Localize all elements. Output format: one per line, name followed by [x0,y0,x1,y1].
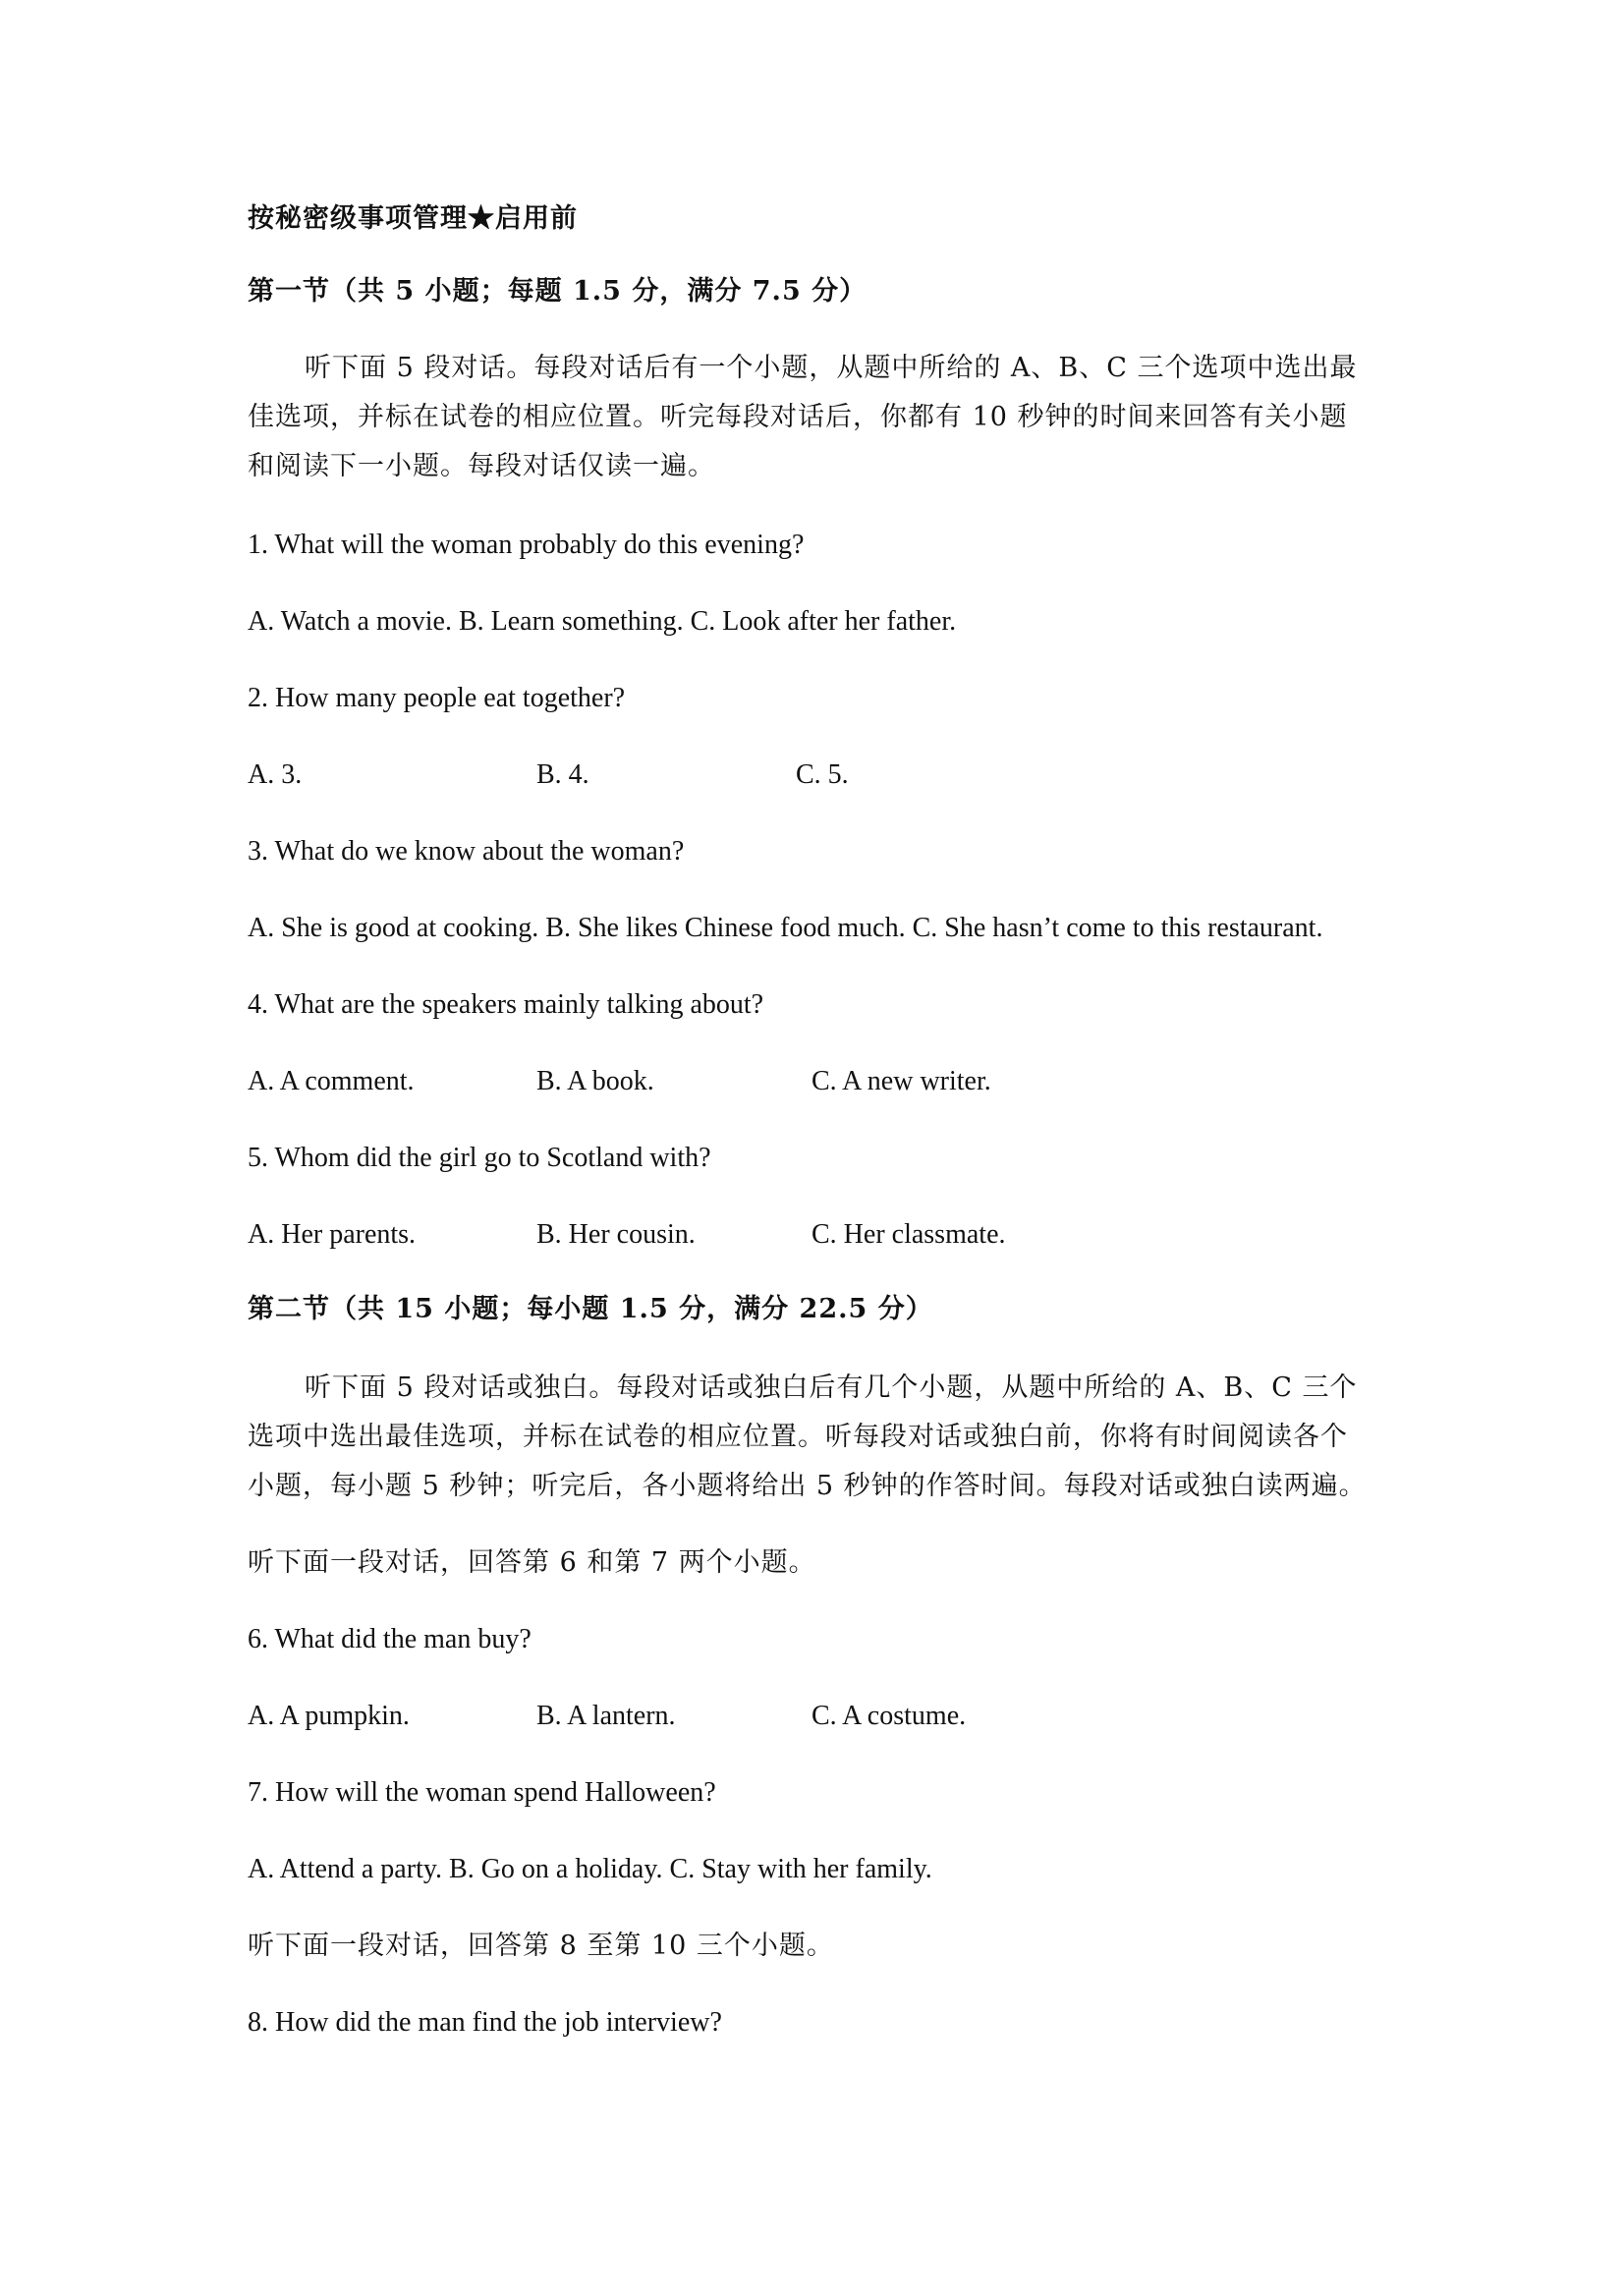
question-8: 8. How did the man find the job interview? [248,2007,722,2038]
section1-instruction-line-3: 和阅读下一小题。每段对话仅读一遍。 [248,451,715,481]
section1-instruction-line-1: 听下面 5 段对话。每段对话后有一个小题，从题中所给的 A、B、C 三个选项中选出最 [305,353,1358,383]
question-4: 4. What are the speakers mainly talking about? [248,989,764,1020]
question-4-option-b: B. A book. [536,1066,654,1096]
question-7: 7. How will the woman spend Halloween? [248,1777,716,1808]
question-4-option-a: A. A comment. [248,1066,415,1096]
question-2: 2. How many people eat together? [248,683,626,713]
question-5: 5. Whom did the girl go to Scotland with? [248,1143,711,1173]
question-7-options: A. Attend a party. B. Go on a holiday. C. Stay with her family. [248,1854,932,1884]
question-6-option-c: C. A costume. [812,1701,967,1731]
question-2-option-a: A. 3. [248,759,303,790]
dialogue-6-7-intro: 听下面一段对话，回答第 6 和第 7 两个小题。 [248,1547,816,1578]
question-4-option-c: C. A new writer. [812,1066,991,1096]
section2-title: 第二节（共 15 小题；每小题 1.5 分，满分 22.5 分） [248,1294,933,1324]
question-1: 1. What will the woman probably do this evening? [248,530,805,560]
question-1-options: A. Watch a movie. B. Learn something. C. Look after her father. [248,606,957,637]
section2-instruction-line-3: 小题，每小题 5 秒钟；听完后，各小题将给出 5 秒钟的作答时间。每段对话或独白读两遍。 [248,1471,1367,1501]
question-6: 6. What did the man buy? [248,1624,532,1654]
question-2-option-c: C. 5. [796,759,849,790]
question-3-options: A. She is good at cooking. B. She likes Chinese food much. C. She hasn’t come to this restaurant. [248,913,1323,943]
dialogue-8-10-intro: 听下面一段对话，回答第 8 至第 10 三个小题。 [248,1931,834,1961]
question-5-option-c: C. Her classmate. [812,1219,1006,1250]
section2-instruction-line-2: 选项中选出最佳选项，并标在试卷的相应位置。听每段对话或独白前，你将有时间阅读各个 [248,1422,1348,1452]
question-6-option-b: B. A lantern. [536,1701,676,1731]
question-2-option-b: B. 4. [536,759,589,790]
question-3: 3. What do we know about the woman? [248,836,685,867]
question-6-option-a: A. A pumpkin. [248,1701,410,1731]
question-5-option-b: B. Her cousin. [536,1219,696,1250]
section1-instruction-line-2: 佳选项，并标在试卷的相应位置。听完每段对话后，你都有 10 秒钟的时间来回答有关小题 [248,402,1348,432]
question-5-option-a: A. Her parents. [248,1219,417,1250]
section1-title: 第一节（共 5 小题；每题 1.5 分，满分 7.5 分） [248,276,867,307]
section2-instruction-line-1: 听下面 5 段对话或独白。每段对话或独白后有几个小题，从题中所给的 A、B、C 三个 [305,1372,1358,1403]
classification-header: 按秘密级事项管理★启用前 [248,203,578,234]
